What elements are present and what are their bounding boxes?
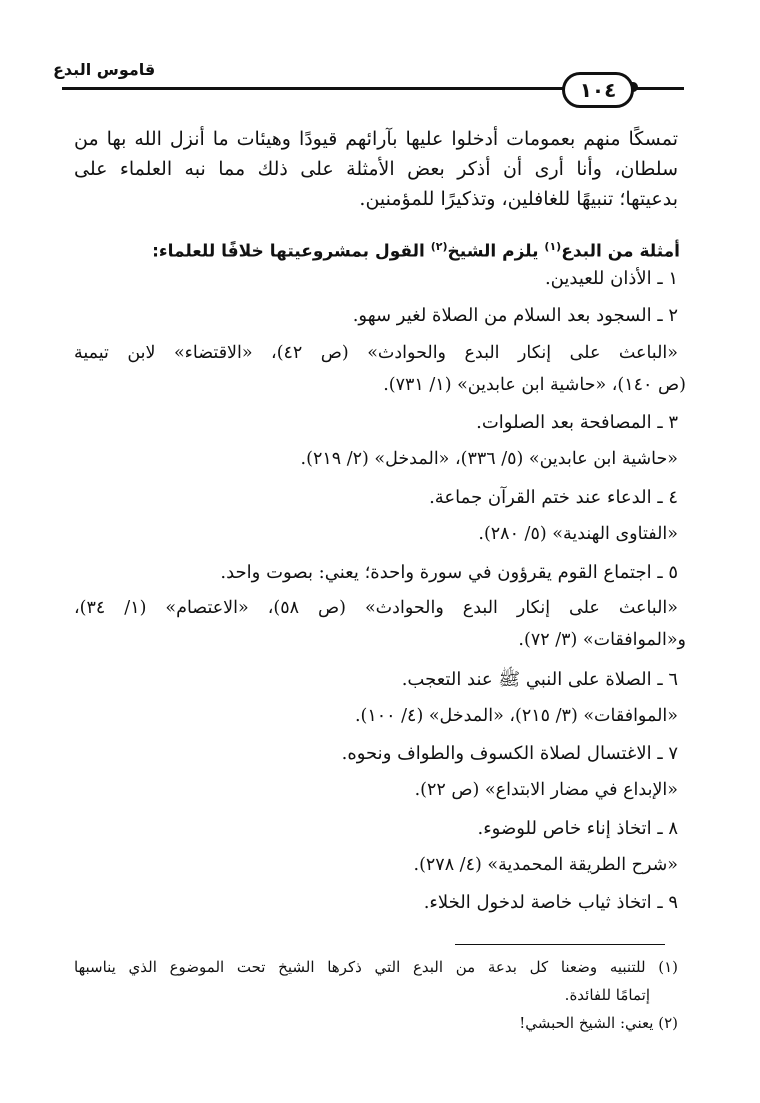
reference-line: «شرح الطريقة المحمدية» (٤/ ٢٧٨). — [413, 855, 678, 875]
reference-line: «الباعث على إنكار البدع والحوادث» (ص ٤٢)، «الاقتضاء» لابن تيمية — [74, 343, 678, 363]
intro-paragraph — [74, 124, 678, 214]
section-heading-part: القول بمشروعيتها خلافًا للعلماء: — [152, 241, 431, 262]
list-item: ٩ ـ اتخاذ ثياب خاصة لدخول الخلاء. — [423, 892, 678, 913]
book-title: قاموس البدع — [53, 60, 156, 79]
intro-line: سلطان، وأنا أرى أن أذكر بعض الأمثلة على ذلك مما نبه العلماء على — [74, 158, 678, 180]
footnote-separator — [455, 944, 665, 945]
page-number-badge — [562, 72, 634, 108]
footnote-1-cont: إتمامًا للفائدة. — [564, 986, 650, 1004]
list-item: ٥ ـ اجتماع القوم يقرؤون في سورة واحدة؛ يعني: بصوت واحد. — [220, 562, 678, 583]
footnote-2: (٢) يعني: الشيخ الحبشي! — [519, 1014, 678, 1032]
footnote-1: (١) للتنبيه وضعنا كل بدعة من البدع التي ذكرها الشيخ تحت الموضوع الذي يناسبها — [74, 958, 678, 976]
list-item: ٢ ـ السجود بعد السلام من الصلاة لغير سهو. — [352, 305, 678, 326]
reference-line: «الباعث على إنكار البدع والحوادث» (ص ٥٨)، «الاعتصام» (١/ ٣٤)، — [74, 598, 678, 618]
intro-line: بدعيتها؛ تنبيهًا للغافلين، وتذكيرًا للمؤمنين. — [359, 188, 678, 210]
intro-line: تمسكًا منهم بعمومات أدخلوا عليها بآرائهم قيودًا وهيئات ما أنزل الله بها من — [74, 128, 678, 150]
list-item: ٧ ـ الاغتسال لصلاة الكسوف والطواف ونحوه. — [341, 743, 678, 764]
list-item: ٤ ـ الدعاء عند ختم القرآن جماعة. — [429, 487, 678, 508]
reference-line: «الموافقات» (٣/ ٢١٥)، «المدخل» (٤/ ١٠٠). — [354, 706, 678, 726]
list-item: ٣ ـ المصافحة بعد الصلوات. — [476, 412, 678, 433]
section-heading-part: أمثلة من البدع — [561, 241, 680, 262]
reference-line: «الإبداع في مضار الابتداع» (ص ٢٢). — [414, 780, 678, 800]
reference-line: «حاشية ابن عابدين» (٥/ ٣٣٦)، «المدخل» (٢/ ٢١٩). — [300, 449, 678, 469]
page-number: ١٠٤ — [579, 78, 617, 102]
footnote-ref-2: (٢) — [430, 240, 448, 253]
list-item: ٨ ـ اتخاذ إناء خاص للوضوء. — [477, 818, 678, 839]
list-item: ١ ـ الأذان للعيدين. — [544, 268, 678, 289]
section-heading-part: يلزم الشيخ — [447, 241, 545, 262]
reference-line: (ص ١٤٠)، «حاشية ابن عابدين» (١/ ٧٣١). — [383, 375, 686, 395]
list-item: ٦ ـ الصلاة على النبي ﷺ عند التعجب. — [401, 669, 678, 690]
reference-line: «الفتاوى الهندية» (٥/ ٢٨٠). — [478, 524, 678, 544]
reference-line: و«الموافقات» (٣/ ٧٢). — [518, 630, 686, 650]
section-heading — [70, 240, 680, 262]
footnote-ref-1: (١) — [544, 240, 562, 253]
